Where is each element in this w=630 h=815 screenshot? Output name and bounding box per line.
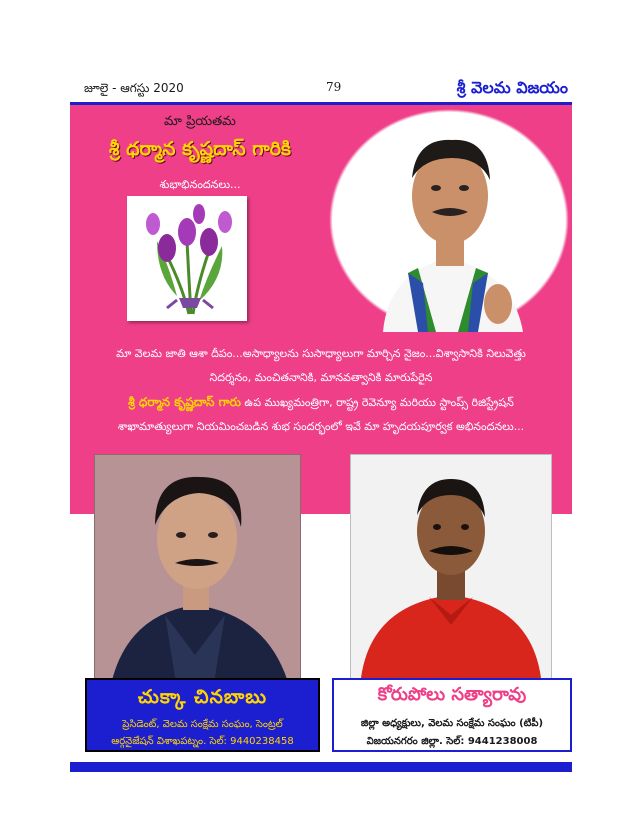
- contact-title-left: ప్రెసిడెంట్, వెలమ సంక్షేమ సంఘం, సెంట్రల్: [122, 719, 283, 730]
- contact-name-left: చుక్కా చినబాబు: [137, 686, 268, 708]
- contact-phone-right: విజయనగరం జిల్లా. సెల్: 9441238008: [366, 736, 538, 747]
- contact-card-left: [85, 678, 320, 752]
- honoree-portrait: [328, 108, 570, 332]
- message-line-3-rest: ఉప ముఖ్యమంత్రిగా, రాష్ట్ర రెవెన్యూ మరియు స్టాంప్స్ రిజిస్ట్రేషన్: [240, 396, 514, 409]
- page-number: 79: [326, 80, 342, 94]
- message-honoree-name: శ్రీ ధర్మాన కృష్ణదాస్ గారు: [128, 395, 241, 409]
- message-line-1: మా వెలమ జాతి ఆశా దీపం...అసాధ్యాలను సుసాధ్యాలుగా మార్చిన నైజం...విశ్వాసానికి నిలువెత్తు: [116, 347, 526, 360]
- portrait-photo-right: [350, 454, 552, 679]
- contact-card-right: [332, 678, 572, 752]
- felicitation-message: [70, 342, 572, 439]
- message-line-2: నిదర్శనం, మంచితనానికి, మానవత్వానికి మారుపేరైన: [209, 371, 433, 384]
- contact-name-right: కోరుపోలు సత్యారావు: [377, 684, 527, 705]
- portrait-photo-left: [94, 454, 301, 690]
- intro-text: మా ప్రియతమ: [164, 114, 236, 129]
- contact-phone-left: ఆర్గనైజేషన్ విశాఖపట్నం. సెల్: 9440238458: [111, 736, 294, 747]
- magazine-page: [70, 74, 572, 774]
- footer-bar: [70, 762, 572, 772]
- issue-date: జూలై - ఆగస్టు 2020: [84, 81, 184, 95]
- greeting-text: శుభాభినందనలు...: [159, 178, 241, 191]
- contact-title-right: జిల్లా అధ్యక్షులు, వెలమ సంక్షేమ సంఘం (టిపీ): [360, 718, 544, 729]
- magazine-title: శ్రీ వెలమ విజయం: [456, 78, 568, 97]
- page-header: [70, 78, 572, 105]
- honoree-name: శ్రీ ధర్మాన కృష్ణదాస్ గారికి: [109, 138, 291, 160]
- message-line-4: శాఖామాత్యులుగా నియమించబడిన శుభ సందర్భంలో ఇవే మా హృదయపూర్వక అభినందనలు...: [117, 420, 525, 433]
- tulip-bouquet-image: [127, 196, 247, 321]
- message-line-3: [70, 390, 572, 415]
